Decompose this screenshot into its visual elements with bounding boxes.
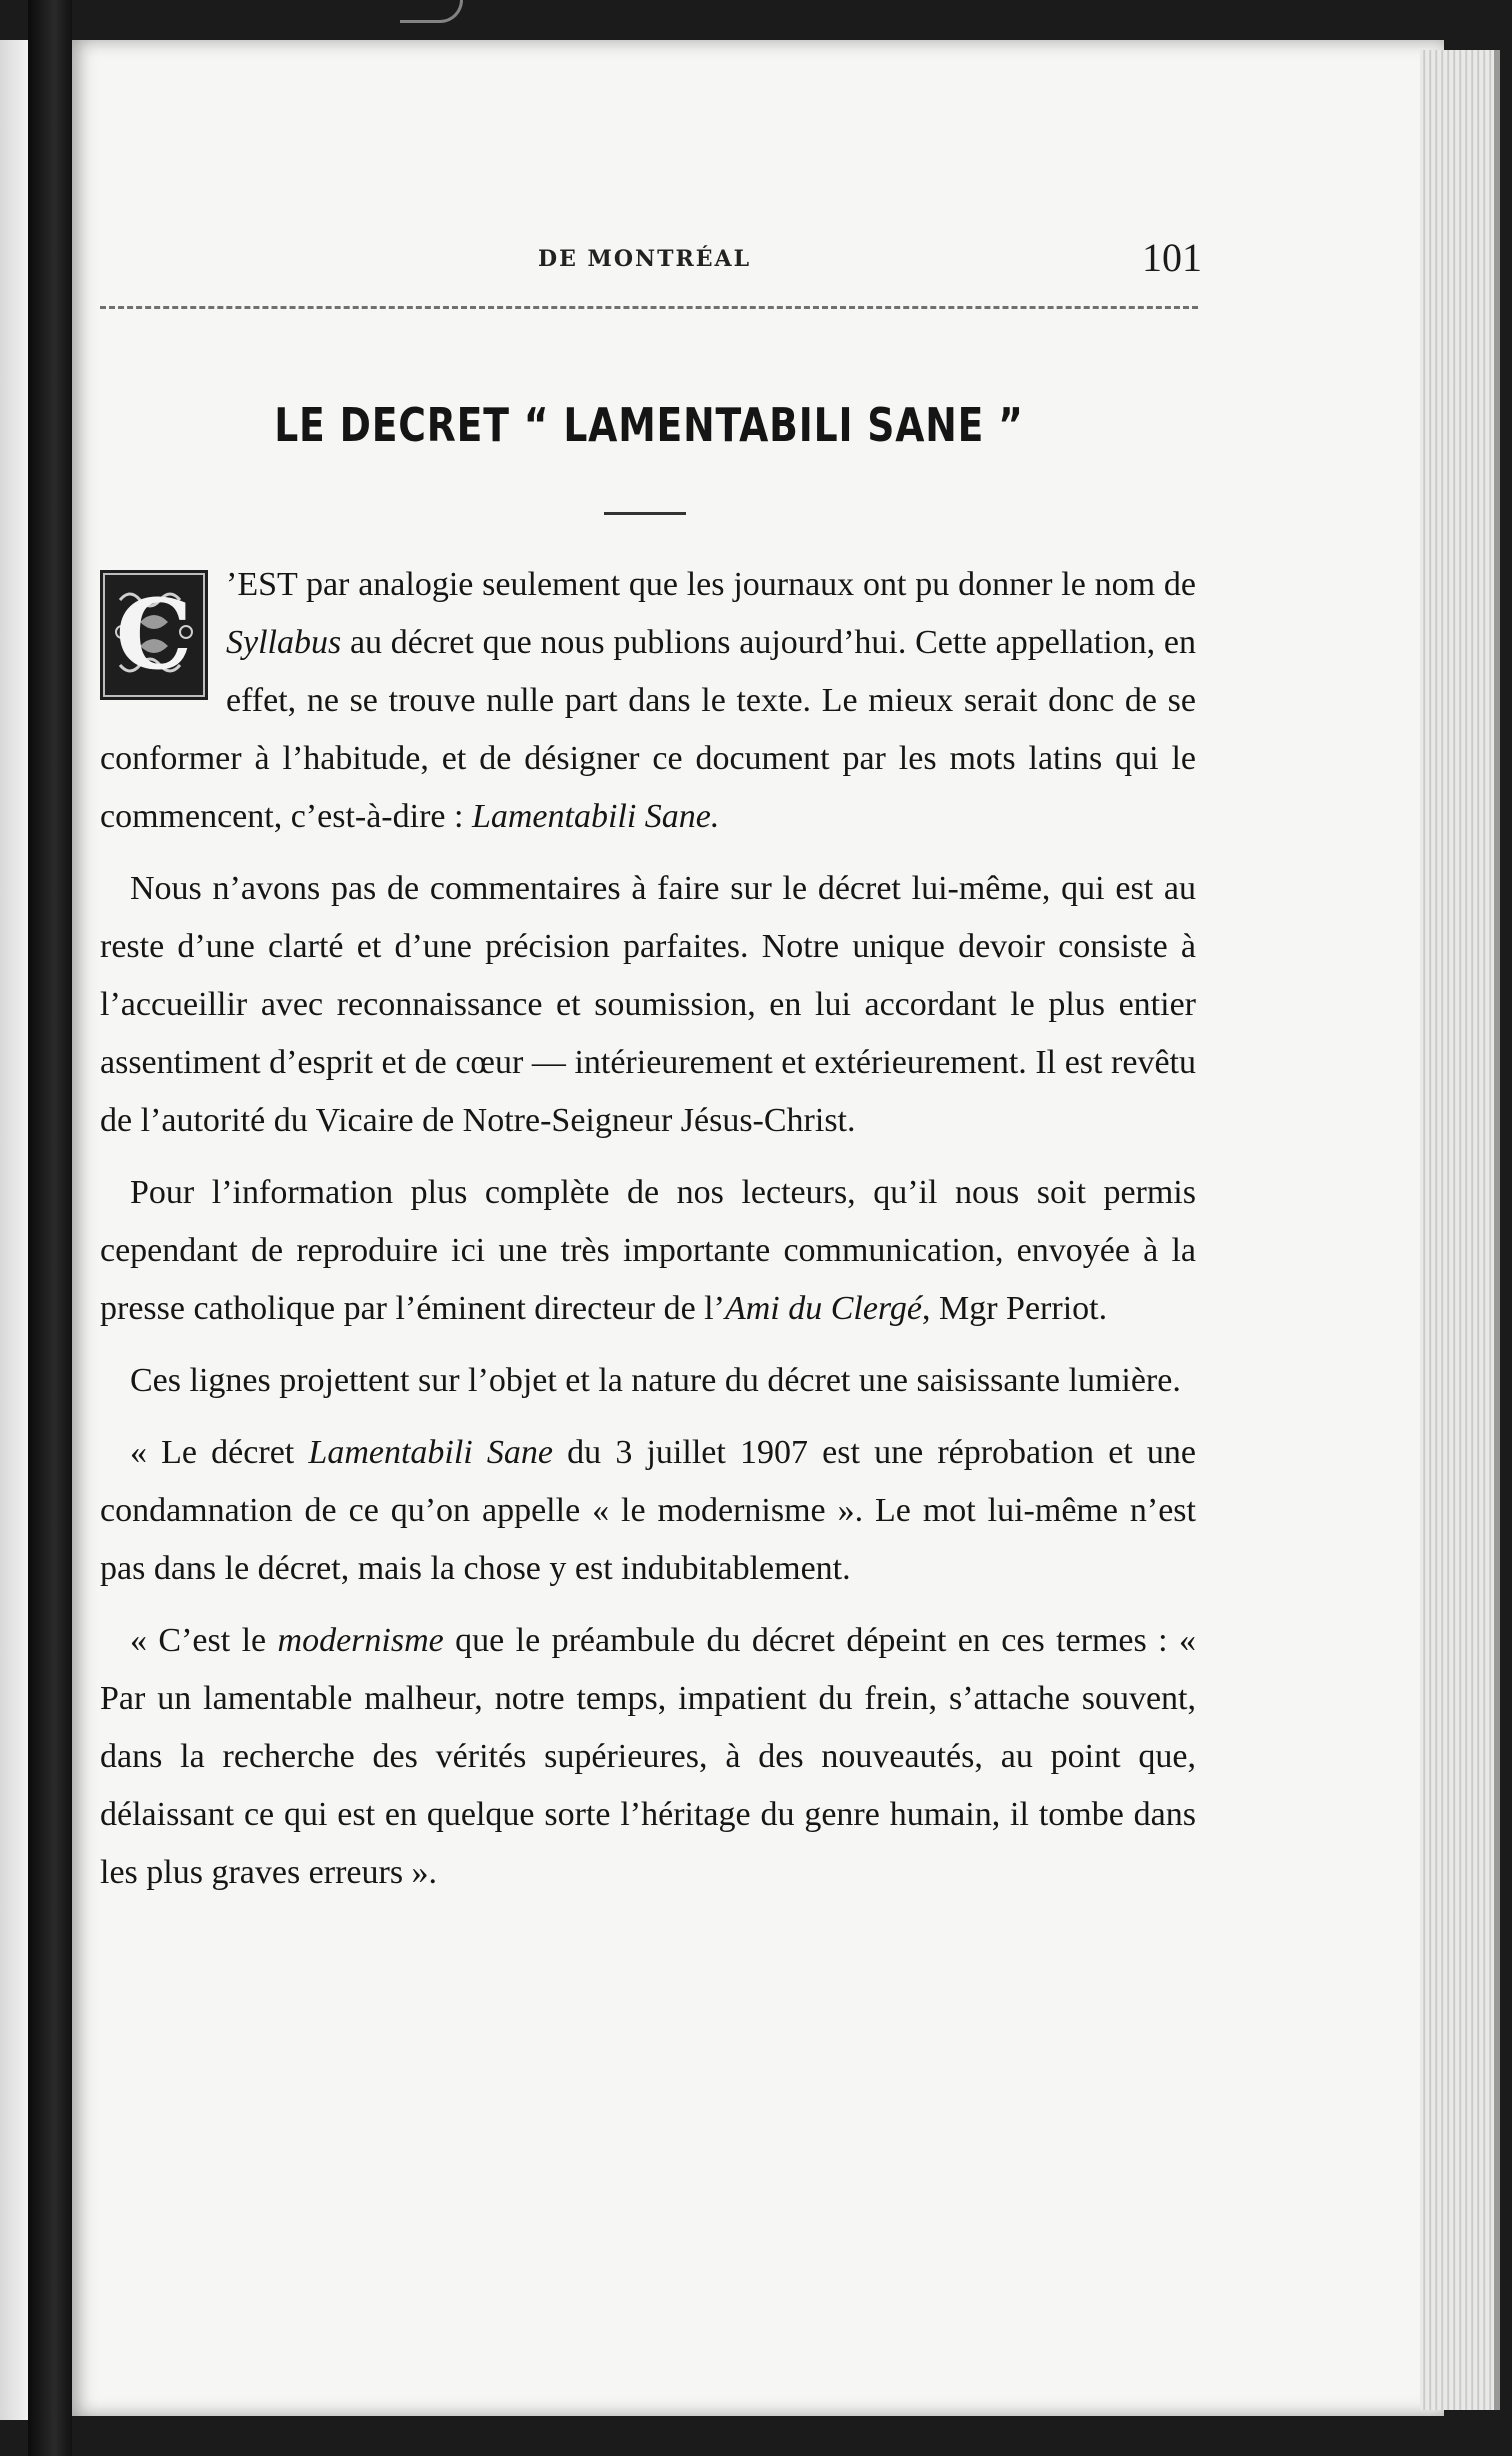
p1-text-a: ’EST par analogie seulement que les journaux ont pu donner le nom de bbox=[226, 566, 1196, 603]
page-stack-edges bbox=[1420, 50, 1500, 2410]
title-rule bbox=[604, 512, 686, 515]
p6-text-c: que le préambule du décret dépeint en ces termes : « Par un lamentable malheur, notre temps, impatient du frein, s’attache souvent, dans la recherche des vérités supérieures, à des nouveautés, au point que, délaissant ce qui est en quelque sorte l’héritage du genre humain, il tombe dans les plus graves erreurs ». bbox=[100, 1622, 1196, 1891]
paragraph-6 bbox=[100, 1612, 1196, 1902]
header-rule bbox=[100, 306, 1198, 309]
paragraph-2: Nous n’avons pas de commentaires à faire sur le décret lui-même, qui est au reste d’une clarté et d’une précision parfaites. Notre unique devoir consiste à l’accueillir avec reconnaissance et soumission, en lui accordant le plus entier assentiment d’esprit et de cœur — intérieurement et extérieurement. Il est revêtu de l’autorité du Vicaire de Notre-Seigneur Jésus-Christ. bbox=[100, 870, 1196, 1139]
p3-text-c: , Mgr Perriot. bbox=[922, 1290, 1108, 1327]
p1-text-c: au décret que nous publions aujourd’hui. Cette appellation, en effet, ne se trouve nulle part dans le texte. Le mieux serait donc de se conformer à l’habitude, et de désigner ce document par les mots latins qui le commencent, c’est-à-dire : bbox=[100, 624, 1196, 835]
p1-italic-lamentabili: Lamentabili Sane. bbox=[471, 798, 720, 835]
binding-gutter bbox=[28, 0, 72, 2456]
paragraph-3 bbox=[100, 1164, 1196, 1338]
paragraph-5 bbox=[100, 1424, 1196, 1598]
p3-italic-ami-du-clerge: Ami du Clergé bbox=[724, 1290, 922, 1327]
p6-text-a: « C’est le bbox=[130, 1622, 278, 1659]
paragraph-1 bbox=[100, 556, 1196, 846]
p5-text-c: du 3 juillet 1907 est une réprobation et une condamnation de ce qu’on appelle « le modernisme ». Le mot lui-même n’est pas dans le décret, mais la chose y est indubitablement. bbox=[100, 1434, 1196, 1587]
chapter-title: LE DECRET “ LAMENTABILI SANE ” bbox=[274, 398, 1024, 452]
p6-italic-modernisme: modernisme bbox=[277, 1622, 444, 1659]
scan-smudge bbox=[400, 0, 463, 23]
p1-italic-syllabus: Syllabus bbox=[226, 624, 342, 661]
body-text bbox=[100, 556, 1196, 1902]
ornamental-dropcap bbox=[100, 570, 208, 700]
p5-italic-lamentabili: Lamentabili Sane bbox=[308, 1434, 553, 1471]
page-number: 101 bbox=[1142, 235, 1202, 280]
p3-text-a: Pour l’information plus complète de nos lecteurs, qu’il nous soit permis cependant de reproduire ici une très importante communication, envoyée à la presse catholique par l’éminent directeur de l’ bbox=[100, 1174, 1196, 1327]
facing-page-edge bbox=[0, 40, 28, 2420]
p5-text-a: « Le décret bbox=[130, 1434, 309, 1471]
paragraph-4: Ces lignes projettent sur l’objet et la nature du décret une saisissante lumière. bbox=[130, 1362, 1181, 1399]
dropcap-letter: C bbox=[115, 578, 193, 691]
running-head: DE MONTRÉAL bbox=[538, 246, 752, 272]
